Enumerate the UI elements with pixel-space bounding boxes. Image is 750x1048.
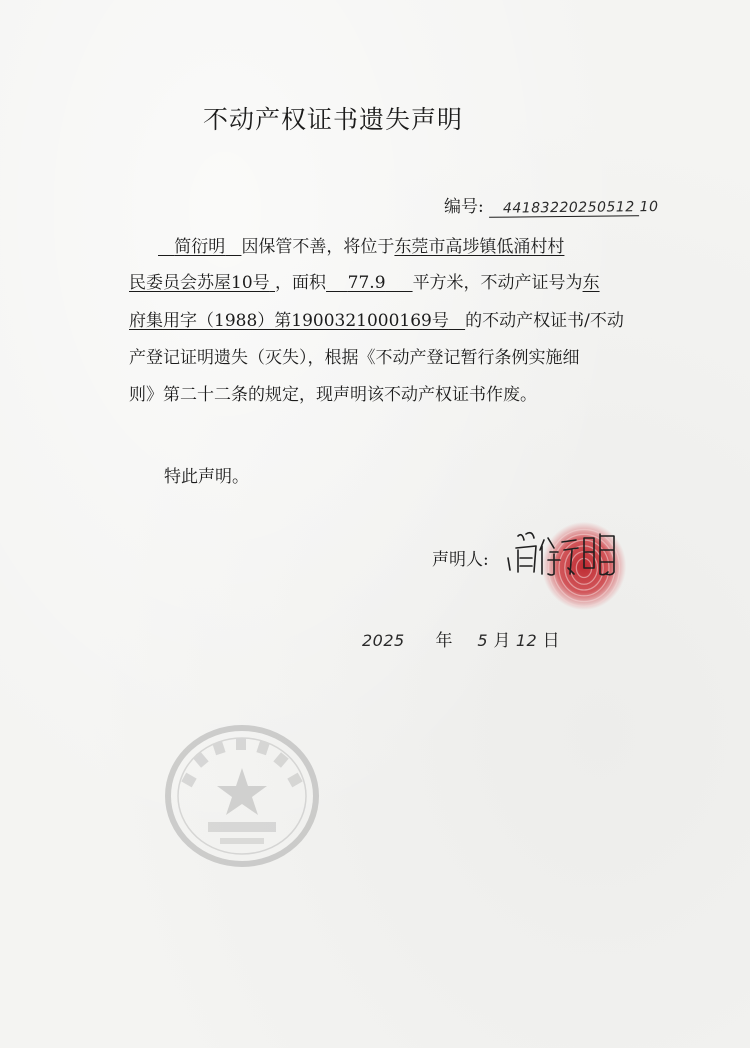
body-line-2	[129, 272, 600, 294]
official-seal	[162, 722, 322, 870]
body-line-4: 产登记证明遗失（灭失），根据《不动产登记暂行条例实施细	[129, 348, 580, 368]
date-day-label: 日	[542, 631, 560, 651]
date-year: 2025	[362, 631, 405, 650]
date-month: 5	[477, 631, 489, 650]
body-line-3	[129, 310, 624, 332]
body-text-3: 平方米，不动产证号为	[412, 273, 583, 293]
certificate-number-row	[444, 192, 659, 217]
date-year-label: 年	[435, 631, 453, 651]
signature-label: 声明人:	[432, 550, 489, 570]
body-line-5: 则》第二十二条的规定，现声明该不动产权证书作废。	[129, 385, 537, 405]
date-row	[362, 626, 560, 651]
address-part-1: 东莞市高埗镇低涌村村	[394, 237, 565, 257]
body-text-2: ，面积	[275, 273, 327, 293]
document-title: 不动产权证书遗失声明	[203, 105, 464, 134]
body-line-1	[158, 236, 564, 258]
declarant-name: 简衍明	[174, 237, 226, 257]
number-value: 44183220250512 10	[489, 199, 639, 218]
handwritten-signature	[504, 528, 622, 580]
date-month-label: 月	[493, 631, 511, 651]
cert-number-part-2: 府集用字（1988）第1900321000169号	[129, 311, 449, 331]
cert-number-part-1: 东	[582, 273, 600, 293]
address-part-2: 民委员会苏屋10号	[129, 273, 270, 293]
body-text-4: 的不动产权证书/不动	[465, 311, 624, 331]
area-value: 77.9	[347, 273, 386, 293]
body-text-1: 因保管不善，将位于	[241, 237, 395, 257]
date-day: 12	[515, 631, 538, 650]
number-label: 编号:	[444, 197, 484, 217]
closing-text: 特此声明。	[164, 467, 249, 487]
